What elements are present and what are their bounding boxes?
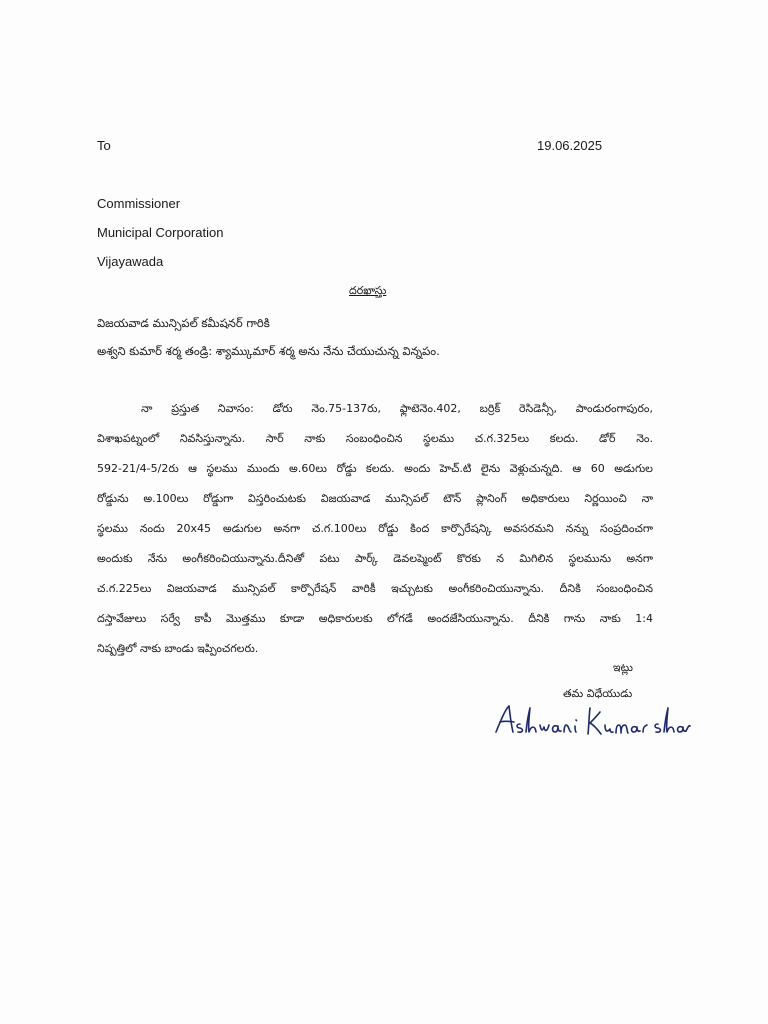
recipient-title: Commissioner [97,196,181,211]
handwritten-signature [492,700,692,744]
body-line: విశాఖపట్నంలో నివసిస్తున్నాను. సార్ నాకు సంబంధించిన స్థలము చ.గ.325లు కలదు. డోర్ నెం. [97,432,653,445]
recipient-city: Vijayawada [97,254,164,269]
closing-yours-faithfully: తమ విధేయుడు [563,687,633,700]
subject-title: దరఖాస్తు [349,284,387,297]
recipient-organization: Municipal Corporation [97,225,224,240]
subject-line: అశ్వని కుమార్ శర్మ తండ్రి: శ్యామ్కుమార్ శర్మ అను నేను చేయుచున్న విన్నపం. [97,344,440,358]
body-line: రోడ్డును అ.100లు రోడ్డుగా విస్తరించుటకు విజయవాడ మున్సిపల్ టౌన్ ప్లానింగ్ అధికారులు నిర్ణయించి నా [97,492,653,505]
body-line: స్థలము నందు 20x45 అడుగుల అనగా చ.గ.100లు రోడ్డు కింద కార్పొరేషన్కి అవసరమని నన్ను సంప్రదించగా [97,522,653,535]
salutation: విజయవాడ మున్సిపల్ కమీషనర్ గారికి [97,316,270,330]
letter-date: 19.06.2025 [537,138,603,153]
closing-itlu: ఇట్లు [613,661,633,674]
to-label: To [97,138,111,153]
body-line: నిష్పత్తిలో నాకు బాండు ఇప్పించగలరు. [97,642,259,655]
body-line: నా ప్రస్తుత నివాసం: డోరు నెం.75-137రు, ఫ్లాటెనెం.402, బర్రిక్ రెసిడెన్సీ, పాండురంగాపురం, [141,402,653,415]
body-line: దస్తావేజులు సర్వే కాపీ మొత్తము కూడా అధికారులకు లోగడే అందజేసియున్నాను. దీనికి గాను నాకు 1:4 [97,612,653,625]
body-line: చ.గ.225లు విజయవాడ మున్సిపల్ కార్పొరేషన్ వారికీ ఇచ్చుటకు అంగీకరించియున్నాను. దీనికి సంబంధించిన [97,582,653,595]
body-line: అందుకు నేను అంగీకరించియున్నాను.దీనితో పటు పార్క్ డెవలప్మెంట్ కొరకు న మిగిలిన స్థలమును అనగా [97,552,653,565]
body-line: 592-21/4-5/2రు ఆ స్థలము ముందు అ.60లు రోడ్డు కలదు. అందు హెచ్.టి లైను వెళ్లుచున్నది. ఆ 60 అడుగుల [97,462,653,475]
letter-body [97,394,653,664]
